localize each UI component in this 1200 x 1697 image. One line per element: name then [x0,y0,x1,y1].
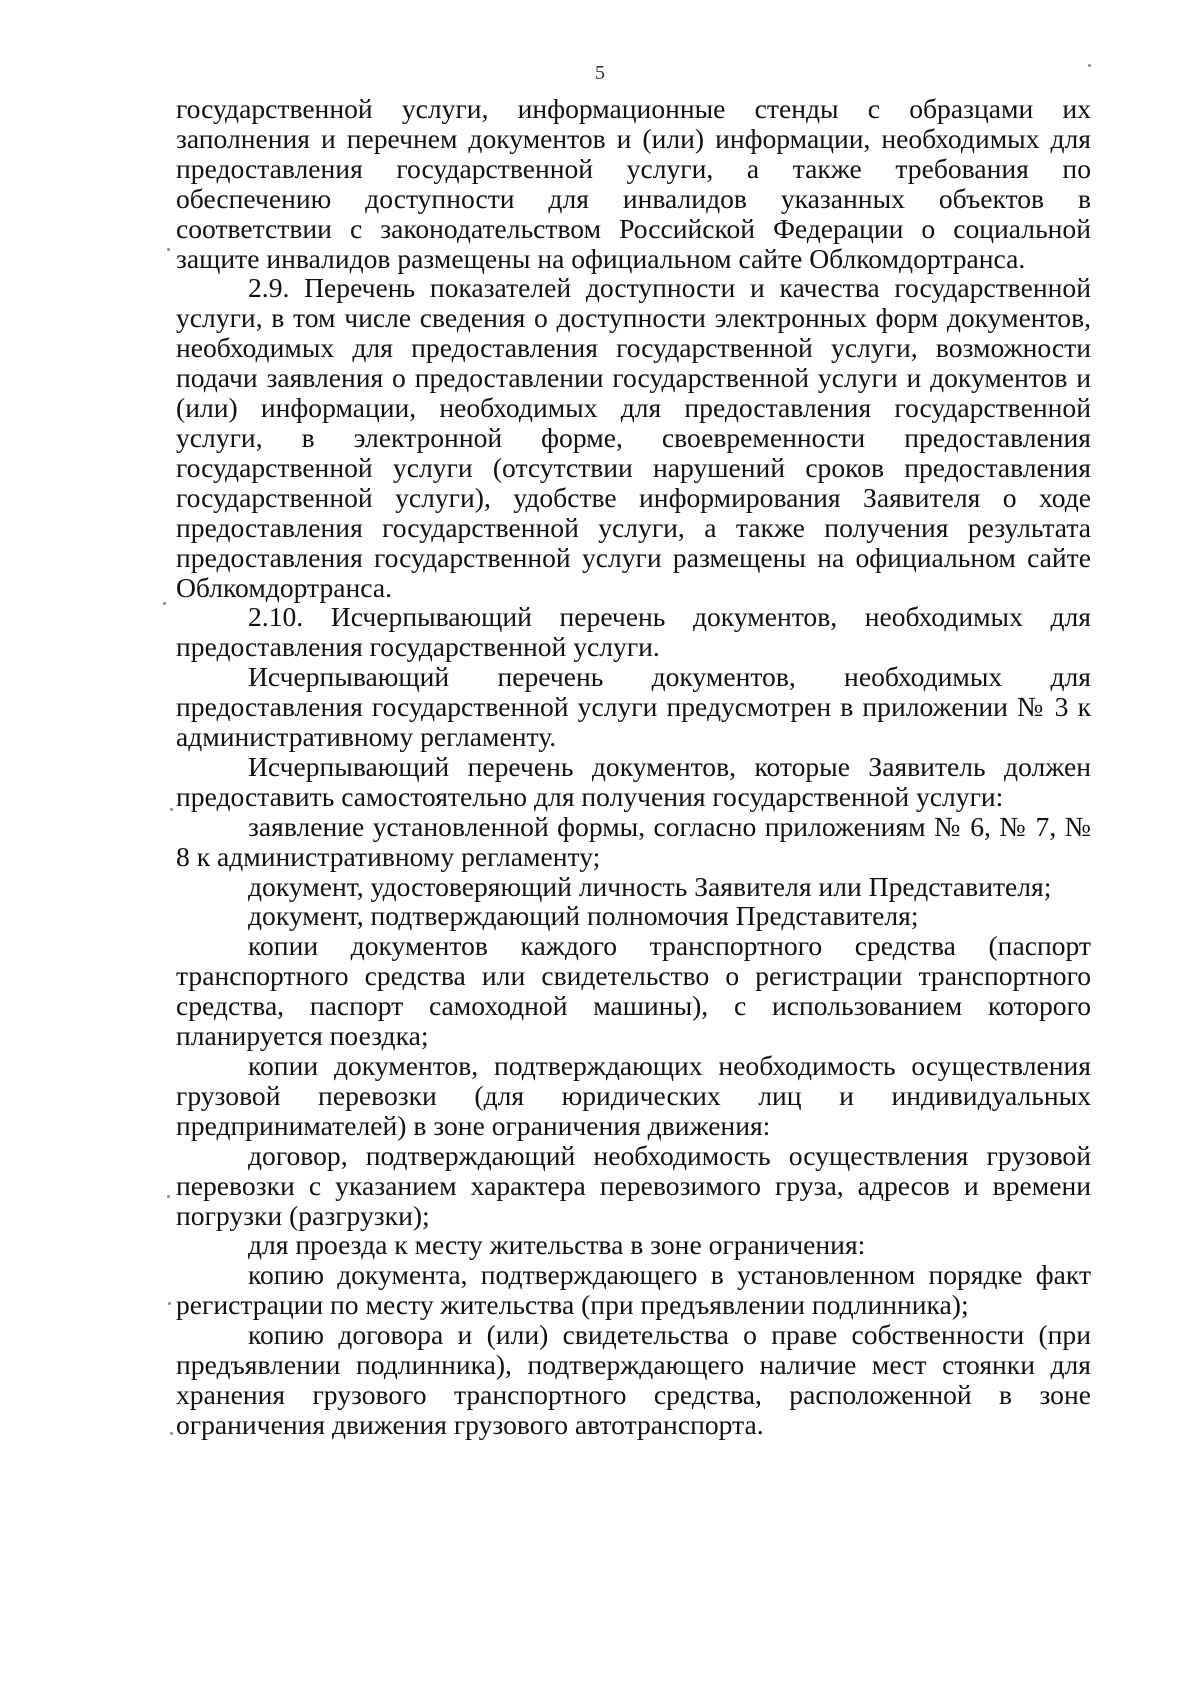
scan-speck [170,808,173,811]
list-item-transport-contract: договор, подтверждающий необходимость осуществления грузовой перевозки с указанием характера перевозимого груза, адресов и времени погрузки (разгрузки); [176,1139,1091,1231]
list-item-authority-document: документ, подтверждающий полномочия Представителя; [248,900,919,932]
list-item-cargo-necessity-documents: копии документов, подтверждающих необходимость осуществления грузовой перевозки (для юридических лиц и индивидуальных предпринимателей) в зоне ограничения движения: [176,1050,1091,1141]
scan-speck [1088,64,1091,67]
list-item-application-form: заявление установленной формы, согласно приложениям № 6, № 7, № 8 к административному регламенту; [176,810,1091,872]
paragraph-documents-list-reference: Исчерпывающий перечень документов, необходимых для предоставления государственной услуги предусмотрен в приложении № 3 к административному регламенту. [176,661,1091,753]
scan-speck [167,248,170,251]
scan-speck [168,1302,171,1305]
paragraph-2-9: 2.9. Перечень показателей доступности и качества государственной услуги, в том числе сведения о доступности электронных форм документов, необходимых для предоставления государственной услуги, возможности подачи заявления о предоставлении государственной услуги и документов и (или) информации, необходимых для предоставления государственной услуги, в электронной форме, своевременности предоставления государственной услуги (отсутствии нарушений сроков предоставления государственной услуги), удобстве информирования Заявителя о ходе предоставления государственной услуги, а также получения результата предоставления государственной услуги размещены на официальном сайте Облкомдортранса. [176,272,1091,603]
page-number: 5 [595,62,605,84]
scan-speck [170,1432,173,1435]
paragraph-2-10-heading: 2.10. Исчерпывающий перечень документов, необходимых для предоставления государственной услуги. [176,601,1091,663]
list-item-identity-document: документ, удостоверяющий личность Заявителя или Представителя; [248,870,1052,902]
list-item-residence-travel-heading: для проезда к месту жительства в зоне ограничения: [248,1229,866,1261]
list-item-parking-ownership-copy: копию договора и (или) свидетельства о праве собственности (при предъявлении подлинника), подтверждающего наличие мест стоянки для хранения грузового транспортного средства, расположенной в зоне ограничения движения грузового автотранспорта. [176,1319,1091,1440]
paragraph-continuation: государственной услуги, информационные стенды с образцами их заполнения и перечнем документов и (или) информации, необходимых для предоставления государственной услуги, а также требования по обеспечению доступности для инвалидов указанных объектов в соответствии с законодательством Российской Федерации о социальной защите инвалидов размещены на официальном сайте Облкомдортранса. [176,93,1091,274]
scan-speck [167,1195,170,1198]
paragraph-applicant-documents-intro: Исчерпывающий перечень документов, которые Заявитель должен предоставить самостоятельно для получения государственной услуги: [176,750,1091,812]
document-body [176,94,1091,1440]
list-item-registration-copy: копию документа, подтверждающего в установленном порядке факт регистрации по месту жительства (при предъявлении подлинника); [176,1259,1091,1321]
list-item-vehicle-documents: копии документов каждого транспортного средства (паспорт транспортного средства или свидетельство о регистрации транспортного средства, паспорт самоходной машины), с использованием которого планируется поездка; [176,930,1091,1052]
scan-speck [163,602,166,605]
